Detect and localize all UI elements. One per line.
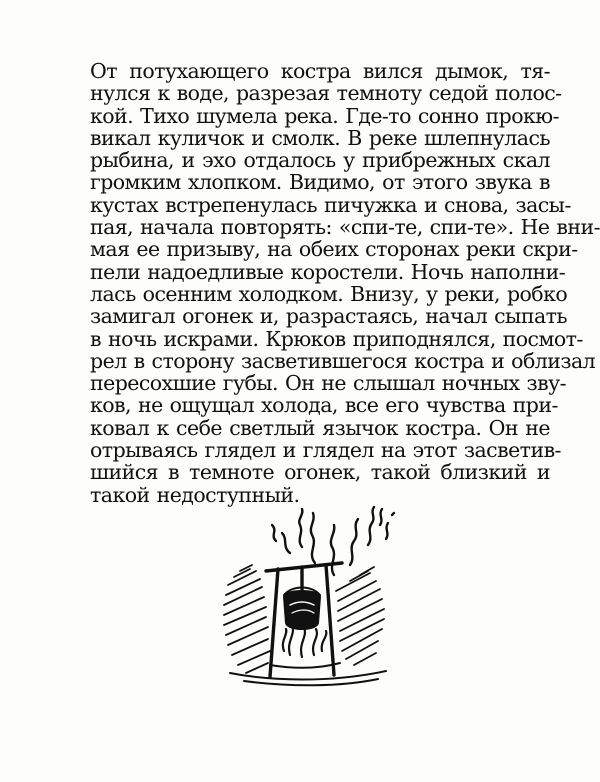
text-line: кой. Тихо шумела река. Где-то сонно прокю- [90, 103, 559, 128]
text-line: викал куличок и смолк. В реке шлепнулась [90, 125, 550, 150]
text-line: рыбина, и эхо отдалось у прибрежных скал [90, 148, 550, 173]
text-line: ковал к себе светлый язычок костра. Он не [90, 415, 550, 440]
text-line: пели надоедливые коростели. Ночь наполни- [90, 259, 566, 284]
text-line: пая, начала повторять: «спи-те, спи-те». Не вни- [90, 215, 600, 240]
text-line: рел в сторону засветившегося костра и облизал [90, 348, 596, 373]
text-line: громким хлопком. Видимо, от этого звука в [90, 170, 550, 195]
text-line: шийся в темноте огонек, такой близкий и [90, 460, 550, 485]
text-line: ков, не ощущал холода, все его чувства при- [90, 393, 558, 418]
text-line: мая ее призыву, на обеих сторонах реки скри- [90, 237, 578, 262]
hanging-pot [284, 588, 320, 630]
text-line: лась осенним холодком. Внизу, у реки, робко [90, 281, 568, 306]
paragraph [90, 59, 600, 507]
text-line: пересохшие губы. Он не слышал ночных зву- [90, 371, 567, 396]
ground-lines [230, 663, 386, 685]
text-line: такой недоступный. [90, 482, 300, 507]
text-line: замигал огонек и, разрастаясь, начал сыпать [90, 304, 568, 329]
campfire-illustration [210, 505, 400, 690]
text-line: кустах встрепенулась пичужка и снова, засы- [90, 192, 571, 217]
text-line: отрываясь глядел и глядел на этот засветив- [90, 438, 561, 463]
text-line: в ночь искрами. Крюков приподнялся, посмот- [90, 326, 583, 351]
flames [283, 625, 326, 657]
text-line: нулся к воде, разрезая темноту седой полос- [90, 81, 562, 106]
text-line: От потухающего костра вился дымок, тя- [90, 59, 550, 83]
